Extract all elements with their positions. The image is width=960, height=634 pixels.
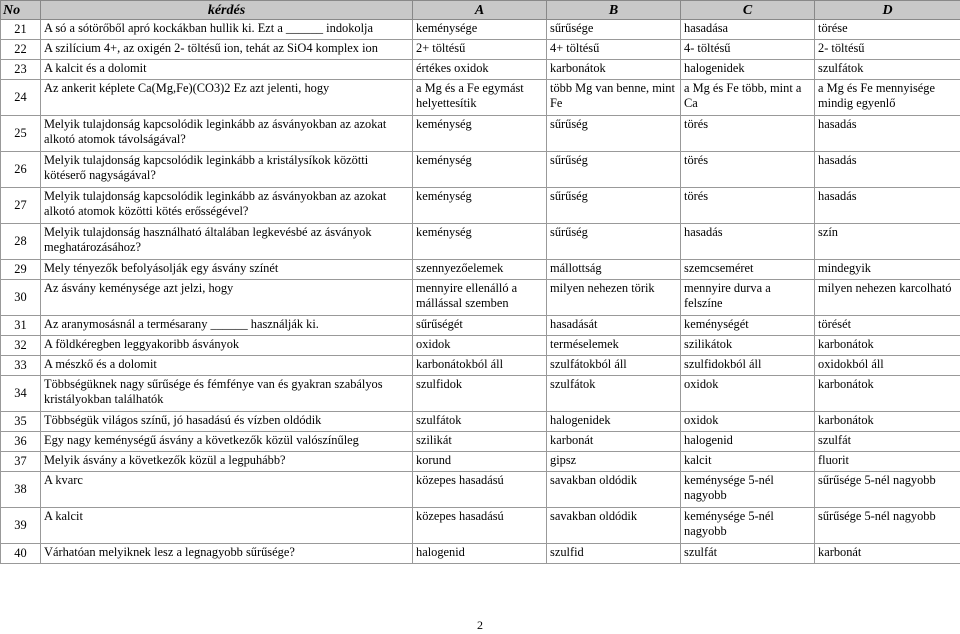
answer-d: törését: [815, 316, 960, 336]
answer-a: keménység: [413, 224, 547, 260]
answer-d: milyen nehezen karcolható: [815, 280, 960, 316]
answer-d: mindegyik: [815, 260, 960, 280]
question-text: Többségük világos színű, jó hasadású és vízben oldódik: [41, 412, 413, 432]
answer-c: oxidok: [681, 376, 815, 412]
answer-b: karbonát: [547, 432, 681, 452]
answer-c: szulfát: [681, 544, 815, 564]
answer-a: szulfidok: [413, 376, 547, 412]
answer-b: 4+ töltésű: [547, 40, 681, 60]
answer-a: korund: [413, 452, 547, 472]
answer-a: 2+ töltésű: [413, 40, 547, 60]
table-row: [1, 60, 960, 80]
answer-b: savakban oldódik: [547, 472, 681, 508]
answer-a: közepes hasadású: [413, 472, 547, 508]
question-text: Várhatóan melyiknek lesz a legnagyobb sűrűsége?: [41, 544, 413, 564]
question-text: Melyik ásvány a következők közül a legpuhább?: [41, 452, 413, 472]
answer-a: szulfátok: [413, 412, 547, 432]
answer-c: keménysége 5-nél nagyobb: [681, 508, 815, 544]
answer-b: karbonátok: [547, 60, 681, 80]
table-row: [1, 280, 960, 316]
answer-c: keménységét: [681, 316, 815, 336]
answer-b: terméselemek: [547, 336, 681, 356]
question-text: Mely tényezők befolyásolják egy ásvány színét: [41, 260, 413, 280]
question-number: 35: [1, 412, 41, 432]
question-text: Melyik tulajdonság használható általában legkevésbé az ásványok meghatározásához?: [41, 224, 413, 260]
table-row: [1, 508, 960, 544]
question-number: 40: [1, 544, 41, 564]
answer-c: 4- töltésű: [681, 40, 815, 60]
answer-b: szulfátok: [547, 376, 681, 412]
question-text: Az ankerit képlete Ca(Mg,Fe)(CO3)2 Ez azt jelenti, hogy: [41, 80, 413, 116]
answer-d: hasadás: [815, 188, 960, 224]
answer-d: szín: [815, 224, 960, 260]
answer-a: halogenid: [413, 544, 547, 564]
table-row: [1, 116, 960, 152]
header-no: No: [1, 1, 41, 20]
question-number: 39: [1, 508, 41, 544]
answer-d: sűrűsége 5-nél nagyobb: [815, 508, 960, 544]
answer-a: keménység: [413, 188, 547, 224]
question-text: A kalcit és a dolomit: [41, 60, 413, 80]
answer-c: kalcit: [681, 452, 815, 472]
answer-b: sűrűség: [547, 188, 681, 224]
table-row: [1, 224, 960, 260]
question-number: 24: [1, 80, 41, 116]
answer-a: keménysége: [413, 20, 547, 40]
table-row: [1, 356, 960, 376]
answer-c: törés: [681, 188, 815, 224]
answer-d: karbonátok: [815, 412, 960, 432]
answer-d: szulfátok: [815, 60, 960, 80]
answer-b: halogenidek: [547, 412, 681, 432]
page-number: 2: [477, 618, 483, 632]
question-text: Melyik tulajdonság kapcsolódik leginkább a kristálysíkok közötti kötéserő nagyságával?: [41, 152, 413, 188]
answer-c: halogenidek: [681, 60, 815, 80]
question-text: Többségüknek nagy sűrűsége és fémfénye van és gyakran szabályos kristályokban találhatók: [41, 376, 413, 412]
table-row: [1, 260, 960, 280]
answer-a: keménység: [413, 116, 547, 152]
question-number: 36: [1, 432, 41, 452]
answer-d: 2- töltésű: [815, 40, 960, 60]
table-row: [1, 80, 960, 116]
question-number: 23: [1, 60, 41, 80]
answer-c: mennyire durva a felszíne: [681, 280, 815, 316]
question-number: 26: [1, 152, 41, 188]
answer-c: a Mg és Fe több, mint a Ca: [681, 80, 815, 116]
header-b: B: [547, 1, 681, 20]
answer-a: közepes hasadású: [413, 508, 547, 544]
answer-c: hasadása: [681, 20, 815, 40]
question-number: 38: [1, 472, 41, 508]
answer-b: milyen nehezen törik: [547, 280, 681, 316]
answer-b: sűrűsége: [547, 20, 681, 40]
answer-b: szulfid: [547, 544, 681, 564]
table-row: [1, 188, 960, 224]
table-row: [1, 20, 960, 40]
table-row: [1, 376, 960, 412]
answer-a: szennyezőelemek: [413, 260, 547, 280]
question-text: A só a sótörőből apró kockákban hullik ki. Ezt a ______ indokolja: [41, 20, 413, 40]
question-number: 28: [1, 224, 41, 260]
answer-d: fluorit: [815, 452, 960, 472]
question-text: A kalcit: [41, 508, 413, 544]
table-row: [1, 316, 960, 336]
answer-a: értékes oxidok: [413, 60, 547, 80]
table-row: [1, 152, 960, 188]
question-number: 22: [1, 40, 41, 60]
question-number: 34: [1, 376, 41, 412]
answer-d: karbonát: [815, 544, 960, 564]
answer-b: mállottság: [547, 260, 681, 280]
question-text: Az ásvány keménysége azt jelzi, hogy: [41, 280, 413, 316]
answer-c: törés: [681, 116, 815, 152]
question-number: 31: [1, 316, 41, 336]
answer-c: halogenid: [681, 432, 815, 452]
answer-a: karbonátokból áll: [413, 356, 547, 376]
answer-d: szulfát: [815, 432, 960, 452]
header-c: C: [681, 1, 815, 20]
answer-a: szilikát: [413, 432, 547, 452]
answer-a: sűrűségét: [413, 316, 547, 336]
answer-c: szemcseméret: [681, 260, 815, 280]
answer-b: sűrűség: [547, 116, 681, 152]
answer-d: hasadás: [815, 116, 960, 152]
answer-c: törés: [681, 152, 815, 188]
answer-c: szulfidokból áll: [681, 356, 815, 376]
answer-a: keménység: [413, 152, 547, 188]
answer-d: hasadás: [815, 152, 960, 188]
answer-d: a Mg és Fe mennyisége mindig egyenlő: [815, 80, 960, 116]
question-number: 30: [1, 280, 41, 316]
header-d: D: [815, 1, 960, 20]
answer-d: törése: [815, 20, 960, 40]
question-text: A mészkő és a dolomit: [41, 356, 413, 376]
question-text: A szilícium 4+, az oxigén 2- töltésű ion, tehát az SiO4 komplex ion: [41, 40, 413, 60]
answer-d: oxidokból áll: [815, 356, 960, 376]
table-row: [1, 40, 960, 60]
question-number: 29: [1, 260, 41, 280]
question-text: Egy nagy keménységű ásvány a következők közül valószínűleg: [41, 432, 413, 452]
answer-b: sűrűség: [547, 152, 681, 188]
answer-a: oxidok: [413, 336, 547, 356]
table-row: [1, 472, 960, 508]
answer-b: hasadását: [547, 316, 681, 336]
header-row: [1, 1, 960, 20]
question-text: Az aranymosásnál a termésarany ______ használják ki.: [41, 316, 413, 336]
table-row: [1, 452, 960, 472]
answer-b: szulfátokból áll: [547, 356, 681, 376]
answer-a: mennyire ellenálló a mállással szemben: [413, 280, 547, 316]
question-number: 33: [1, 356, 41, 376]
answer-a: a Mg és a Fe egymást helyettesítik: [413, 80, 547, 116]
answer-c: hasadás: [681, 224, 815, 260]
question-text: A kvarc: [41, 472, 413, 508]
question-number: 21: [1, 20, 41, 40]
header-question: kérdés: [41, 1, 413, 20]
table-row: [1, 412, 960, 432]
answer-b: sűrűség: [547, 224, 681, 260]
question-text: Melyik tulajdonság kapcsolódik leginkább az ásványokban az azokat alkotó atomok távolságával?: [41, 116, 413, 152]
question-text: A földkéregben leggyakoribb ásványok: [41, 336, 413, 356]
question-text: Melyik tulajdonság kapcsolódik leginkább az ásványokban az azokat alkotó atomok közötti kötés erősségével?: [41, 188, 413, 224]
table-row: [1, 544, 960, 564]
answer-d: sűrűsége 5-nél nagyobb: [815, 472, 960, 508]
question-number: 25: [1, 116, 41, 152]
table-row: [1, 336, 960, 356]
question-number: 37: [1, 452, 41, 472]
answer-d: karbonátok: [815, 376, 960, 412]
answer-d: karbonátok: [815, 336, 960, 356]
answer-b: savakban oldódik: [547, 508, 681, 544]
table-row: [1, 432, 960, 452]
answer-c: keménysége 5-nél nagyobb: [681, 472, 815, 508]
answer-b: gipsz: [547, 452, 681, 472]
answer-c: szilikátok: [681, 336, 815, 356]
question-number: 32: [1, 336, 41, 356]
answer-c: oxidok: [681, 412, 815, 432]
header-a: A: [413, 1, 547, 20]
answer-b: több Mg van benne, mint Fe: [547, 80, 681, 116]
question-number: 27: [1, 188, 41, 224]
